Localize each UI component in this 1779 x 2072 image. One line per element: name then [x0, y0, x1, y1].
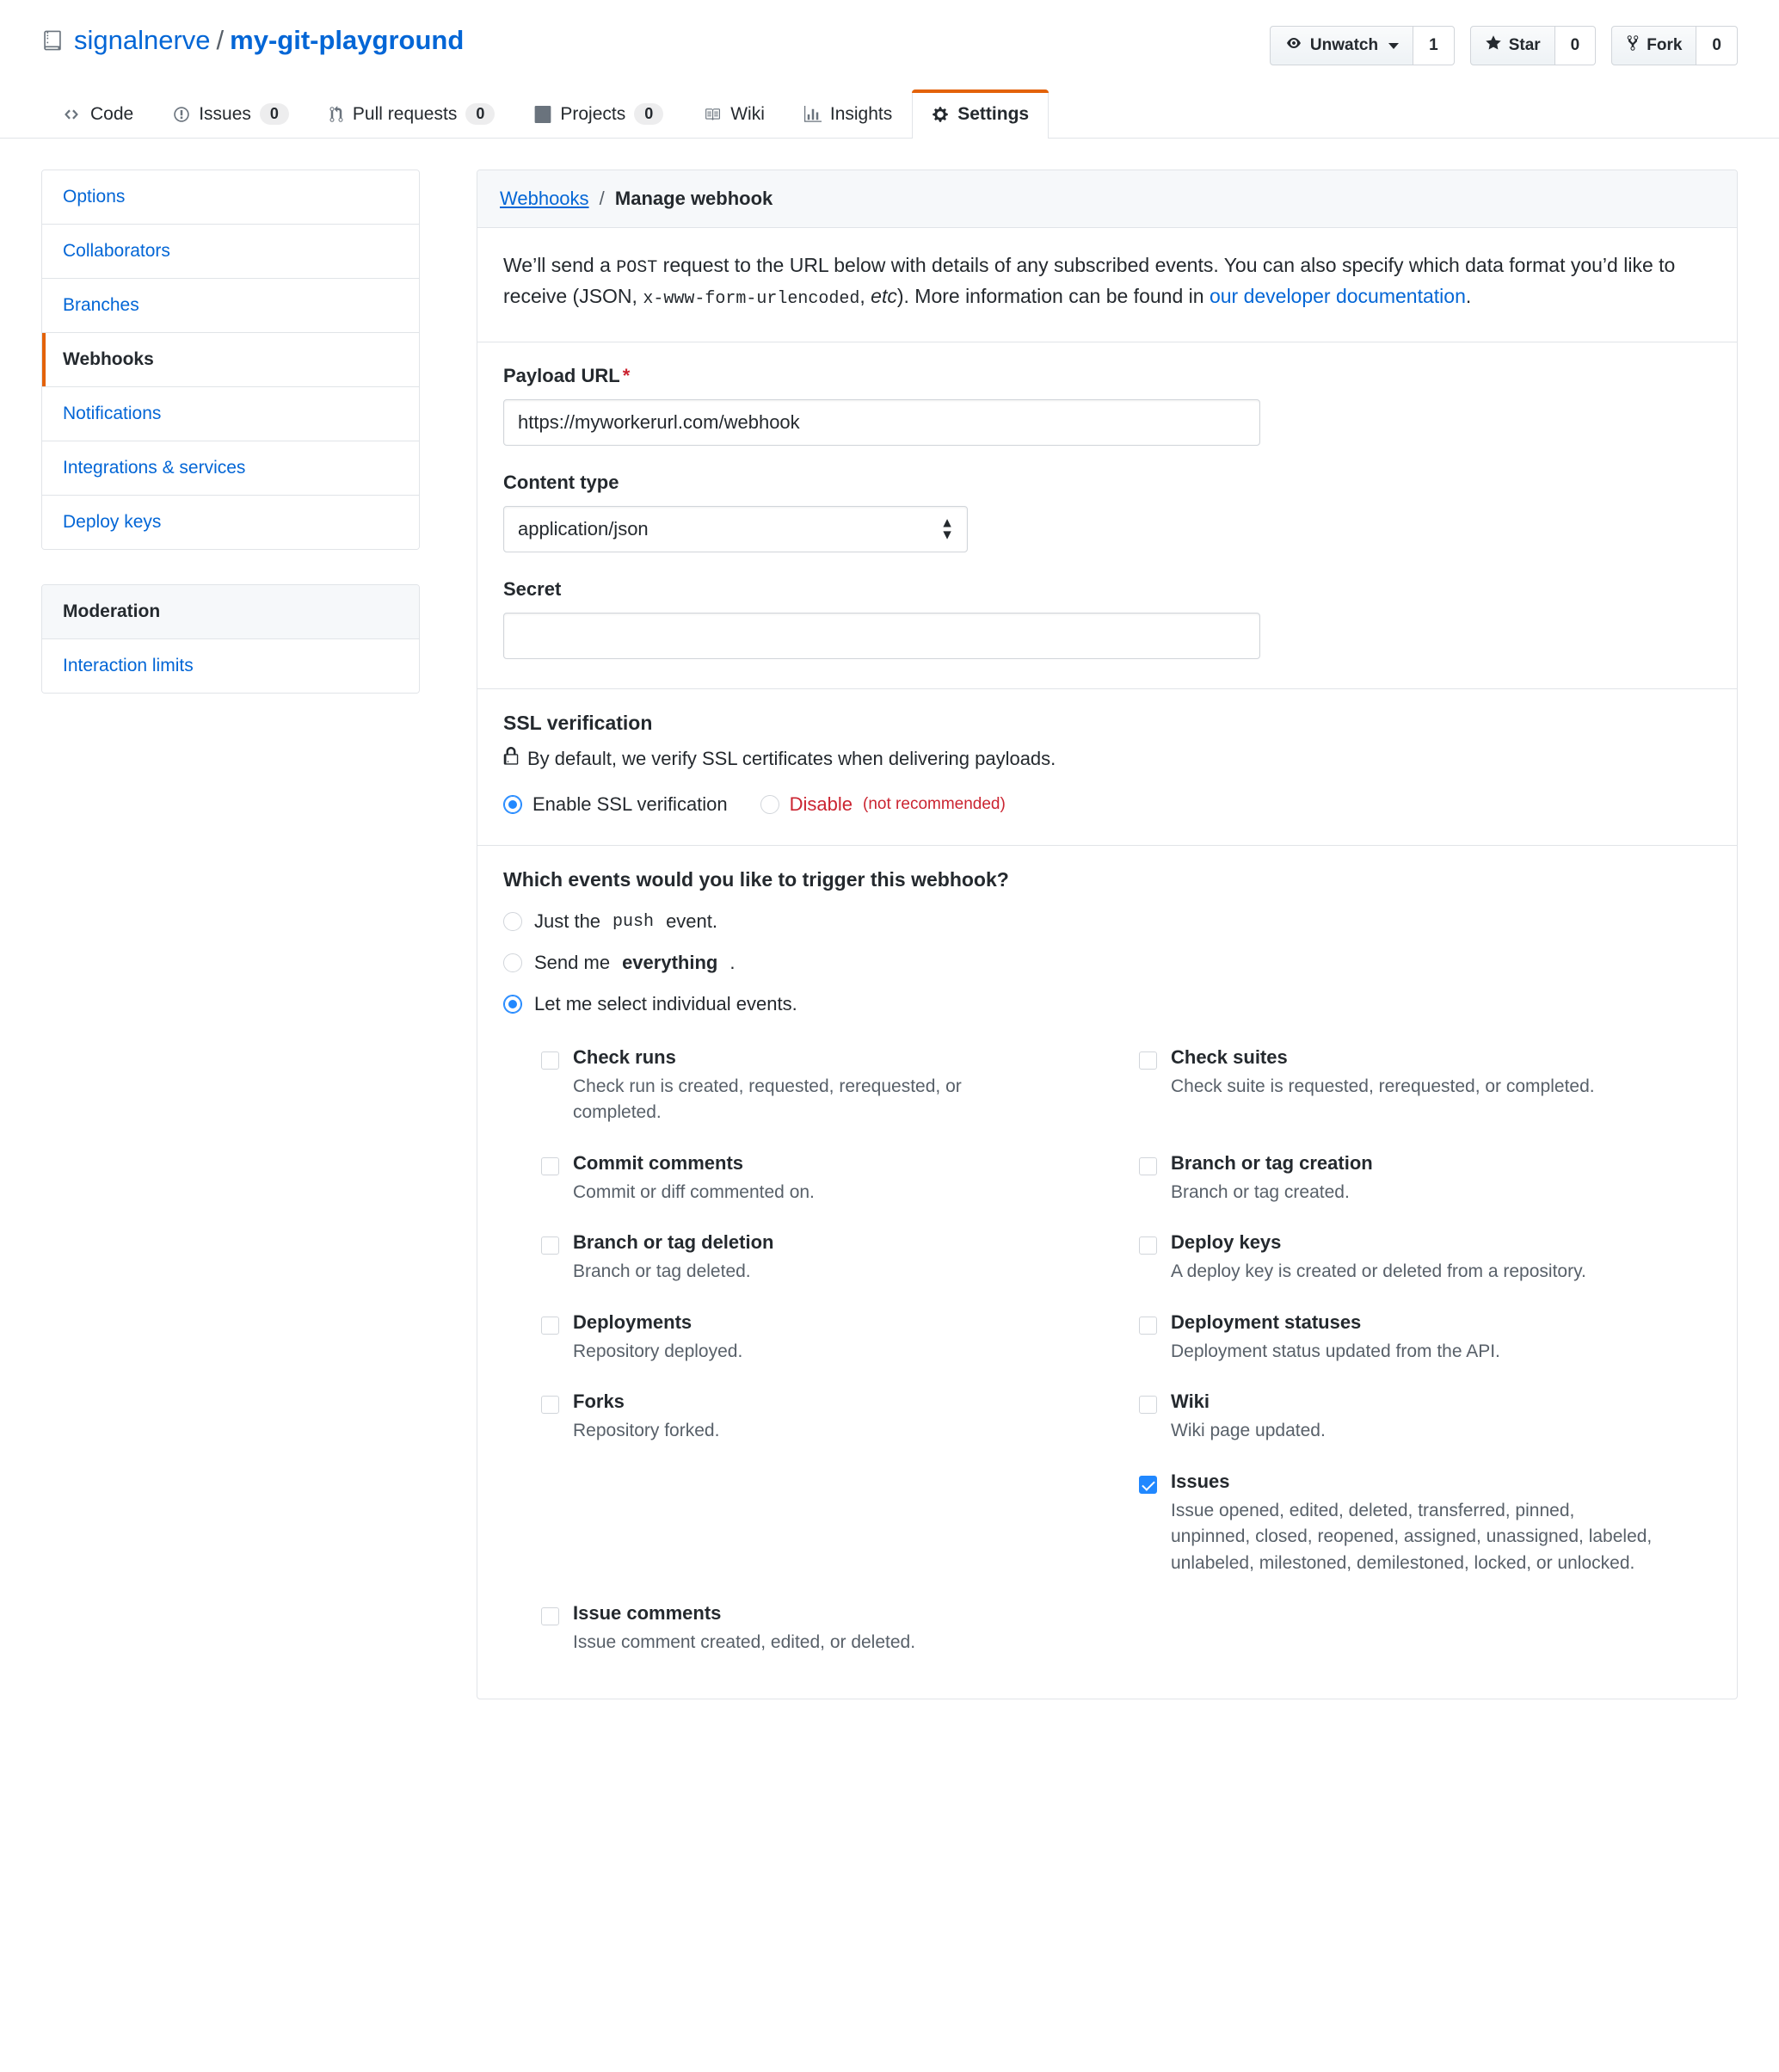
intro-em-etc: etc [871, 285, 897, 307]
event-name-forks: Forks [573, 1391, 625, 1413]
intro-part3: , [859, 285, 871, 307]
event-item-spacer [541, 1458, 1113, 1590]
eye-icon [1284, 36, 1303, 55]
events-choice-push-code: push [612, 911, 655, 932]
event-checkbox-wiki[interactable] [1139, 1396, 1157, 1414]
breadcrumb-webhooks-link[interactable]: Webhooks [500, 188, 589, 209]
event-checkbox-check-suites[interactable] [1139, 1051, 1157, 1070]
content-type-label: Content type [503, 472, 619, 493]
sidebar-item-webhooks[interactable]: Webhooks [42, 333, 419, 387]
sidebar-item-interaction-limits[interactable]: Interaction limits [42, 639, 419, 693]
event-checkbox-forks[interactable] [541, 1396, 559, 1414]
star-button[interactable] [1470, 26, 1555, 65]
main-panel [477, 170, 1738, 1699]
ssl-verification-row [477, 689, 1737, 846]
event-item-spacer-2 [1139, 1590, 1711, 1669]
watch-count[interactable]: 1 [1413, 26, 1455, 65]
repo-title [41, 24, 464, 56]
sidebar-item-notifications[interactable]: Notifications [42, 387, 419, 441]
ssl-enable-label: Enable SSL verification [532, 793, 728, 815]
ssl-note-text: By default, we verify SSL certificates when delivering payloads. [527, 748, 1056, 769]
event-desc-deployment-statuses: Deployment status updated from the API. [1171, 1341, 1500, 1361]
intro-part1: We’ll send a [503, 254, 617, 276]
event-desc-branch-or-tag-creation: Branch or tag created. [1171, 1181, 1350, 1202]
fork-icon [1626, 34, 1640, 57]
event-checkbox-issues[interactable] [1139, 1476, 1157, 1494]
tab-code-label: Code [90, 104, 134, 124]
code-icon [61, 107, 82, 122]
repo-name-link[interactable]: my-git-playground [230, 25, 465, 55]
star-count[interactable]: 0 [1555, 26, 1597, 65]
payload-url-label [503, 365, 1711, 387]
events-choice-everything-post: . [729, 952, 736, 973]
event-desc-branch-or-tag-deletion: Branch or tag deleted. [573, 1261, 751, 1282]
chevron-down-icon [1388, 43, 1399, 49]
event-desc-deployments: Repository deployed. [573, 1341, 743, 1361]
repo-actions [1270, 26, 1738, 65]
event-item-branch-or-tag-creation[interactable] [1139, 1140, 1711, 1219]
ssl-note [503, 747, 1711, 771]
star-icon [1485, 34, 1502, 57]
events-choice-everything-strong: everything [622, 952, 718, 973]
secret-label: Secret [503, 578, 562, 600]
events-row [477, 846, 1737, 1699]
fork-label: Fork [1647, 36, 1683, 54]
event-checkbox-branch-or-tag-deletion[interactable] [541, 1236, 559, 1255]
ssl-disable-label: Disable [789, 793, 853, 815]
project-icon [534, 106, 551, 123]
issue-opened-icon [173, 106, 190, 123]
ssl-disable-option[interactable] [760, 793, 1006, 816]
payload-url-required-marker: * [622, 365, 631, 386]
secret-field [503, 578, 1711, 659]
breadcrumb-separator: / [599, 188, 605, 209]
tab-wiki[interactable] [683, 89, 785, 139]
event-desc-wiki: Wiki page updated. [1171, 1421, 1326, 1441]
settings-sidebar [41, 170, 420, 1699]
event-desc-check-suites: Check suite is requested, rerequested, or completed. [1171, 1076, 1595, 1096]
unwatch-button[interactable] [1270, 26, 1413, 65]
event-checkbox-commit-comments[interactable] [541, 1157, 559, 1175]
event-checkbox-issue-comments[interactable] [541, 1607, 559, 1625]
event-checkbox-deployment-statuses[interactable] [1139, 1317, 1157, 1335]
event-name-branch-or-tag-creation: Branch or tag creation [1171, 1151, 1373, 1174]
events-choice-everything-pre: Send me [534, 952, 611, 973]
event-name-issue-comments: Issue comments [573, 1601, 722, 1624]
intro-part4: ). More information can be found in [896, 285, 1210, 307]
event-item-deployment-statuses[interactable] [1139, 1299, 1711, 1378]
event-checkbox-deploy-keys[interactable] [1139, 1236, 1157, 1255]
event-item-commit-comments[interactable] [541, 1140, 1113, 1219]
intro-code-post: POST [616, 258, 658, 278]
intro-row [477, 228, 1737, 342]
secret-input[interactable] [503, 613, 1260, 659]
event-desc-check-runs: Check run is created, requested, rerequested, or completed. [573, 1076, 962, 1123]
intro-text [503, 250, 1711, 312]
breadcrumb [477, 170, 1737, 228]
repo-owner-link[interactable]: signalnerve [74, 25, 211, 55]
event-desc-forks: Repository forked. [573, 1421, 720, 1441]
repo-separator: / [216, 25, 225, 55]
event-item-issue-comments[interactable] [541, 1590, 1113, 1669]
events-choice-everything-radio[interactable] [503, 953, 522, 972]
events-choice-individual-label: Let me select individual events. [534, 993, 797, 1014]
fork-button[interactable] [1611, 26, 1696, 65]
event-checkbox-check-runs[interactable] [541, 1051, 559, 1070]
event-name-issues: Issues [1171, 1470, 1230, 1492]
sidebar-item-options[interactable]: Options [42, 170, 419, 225]
event-checkbox-branch-or-tag-creation[interactable] [1139, 1157, 1157, 1175]
developer-documentation-link[interactable]: our developer documentation [1209, 285, 1466, 307]
payload-url-field [503, 365, 1711, 446]
event-item-issues[interactable] [1139, 1458, 1711, 1590]
tab-settings-label: Settings [957, 104, 1030, 124]
moderation-heading: Moderation [42, 585, 419, 639]
event-desc-issues: Issue opened, edited, deleted, transferred, pinned, unpinned, closed, reopened, assigned, unassigned, labeled, unlabeled, milestoned, demilestoned, locked, or unlocked. [1171, 1500, 1653, 1573]
repo-icon [41, 29, 64, 52]
star-label: Star [1508, 36, 1541, 54]
event-item-check-runs[interactable] [541, 1034, 1113, 1140]
event-desc-commit-comments: Commit or diff commented on. [573, 1181, 815, 1202]
event-name-deployment-statuses: Deployment statuses [1171, 1310, 1362, 1333]
tab-issues-count: 0 [260, 103, 289, 125]
webhook-box [477, 170, 1738, 1699]
intro-part5: . [1465, 285, 1472, 307]
events-choice-individual-radio[interactable] [503, 995, 522, 1014]
event-name-check-suites: Check suites [1171, 1046, 1288, 1068]
event-item-forks[interactable] [541, 1378, 1113, 1458]
payload-url-input[interactable] [503, 399, 1260, 446]
ssl-disable-hint: (not recommended) [863, 795, 1006, 813]
event-name-deployments: Deployments [573, 1310, 693, 1333]
tab-insights[interactable] [785, 89, 912, 139]
event-item-deployments[interactable] [541, 1299, 1113, 1378]
git-pull-request-icon [329, 106, 344, 123]
content-type-select-wrap [503, 506, 968, 552]
tab-issues[interactable] [153, 89, 309, 139]
payload-url-label-text: Payload URL [503, 365, 620, 386]
tab-pull-requests[interactable] [309, 89, 514, 139]
event-item-wiki[interactable] [1139, 1378, 1711, 1458]
book-icon [703, 107, 722, 122]
event-name-check-runs: Check runs [573, 1046, 676, 1068]
repo-header [0, 0, 1779, 65]
content-area [0, 139, 1779, 1699]
event-name-branch-or-tag-deletion: Branch or tag deletion [573, 1231, 774, 1254]
tab-projects[interactable] [514, 89, 683, 139]
event-name-wiki: Wiki [1171, 1391, 1210, 1413]
event-desc-issue-comments: Issue comment created, edited, or deleted. [573, 1631, 916, 1652]
ssl-enable-option[interactable] [503, 793, 728, 816]
breadcrumb-current: Manage webhook [614, 188, 773, 209]
intro-part2: request to the URL below with details of any subscribed events. You can also specify which data format you’d like to receive (JSON, [503, 254, 1676, 307]
unwatch-label: Unwatch [1309, 36, 1379, 54]
event-name-deploy-keys: Deploy keys [1171, 1231, 1282, 1254]
tab-insights-label: Insights [829, 104, 893, 124]
event-item-deploy-keys[interactable] [1139, 1219, 1711, 1298]
moderation-menu [41, 584, 420, 694]
intro-code-urlencoded: x-www-form-urlencoded [643, 289, 860, 309]
events-choice-push-post: event. [666, 910, 717, 932]
events-choice-push-radio[interactable] [503, 912, 522, 931]
tab-projects-count: 0 [634, 103, 663, 125]
sidebar-item-branches[interactable]: Branches [42, 279, 419, 333]
repo-nav-tabs [0, 88, 1779, 139]
gear-icon [932, 106, 949, 123]
ssl-radio-group [503, 793, 1711, 816]
tab-wiki-label: Wiki [730, 104, 765, 124]
webhook-fields-row [477, 342, 1737, 689]
event-item-check-suites[interactable] [1139, 1034, 1711, 1140]
ssl-title: SSL verification [503, 712, 653, 734]
graph-icon [804, 106, 822, 123]
sidebar-item-integrations-services[interactable]: Integrations & services [42, 441, 419, 496]
lock-icon [503, 747, 519, 771]
events-grid [541, 1034, 1711, 1669]
fork-count[interactable]: 0 [1696, 26, 1738, 65]
tab-issues-label: Issues [199, 103, 251, 124]
tab-pull-requests-count: 0 [465, 103, 495, 125]
tab-code[interactable] [41, 89, 153, 139]
ssl-disable-radio[interactable] [760, 795, 779, 814]
tab-pull-requests-label: Pull requests [352, 103, 458, 124]
settings-menu [41, 170, 420, 550]
tab-settings[interactable] [912, 89, 1049, 139]
content-type-select[interactable] [503, 506, 968, 552]
ssl-enable-radio[interactable] [503, 795, 522, 814]
event-item-branch-or-tag-deletion[interactable] [541, 1219, 1113, 1298]
fork-button-group [1611, 26, 1738, 65]
content-type-field [503, 472, 1711, 552]
watch-button-group [1270, 26, 1455, 65]
events-choice-everything[interactable] [503, 952, 1711, 974]
sidebar-item-deploy-keys[interactable]: Deploy keys [42, 496, 419, 549]
event-name-commit-comments: Commit comments [573, 1151, 744, 1174]
select-arrows-icon: ▲ ▼ [940, 515, 954, 542]
tab-projects-label: Projects [560, 103, 626, 124]
sidebar-item-collaborators[interactable]: Collaborators [42, 225, 419, 279]
events-choice-push[interactable] [503, 910, 1711, 933]
event-desc-deploy-keys: A deploy key is created or deleted from a repository. [1171, 1261, 1586, 1282]
star-button-group [1470, 26, 1597, 65]
events-choice-individual[interactable] [503, 993, 1711, 1015]
events-choice-push-pre: Just the [534, 910, 601, 932]
events-question: Which events would you like to trigger this webhook? [503, 868, 1009, 891]
event-checkbox-deployments[interactable] [541, 1317, 559, 1335]
